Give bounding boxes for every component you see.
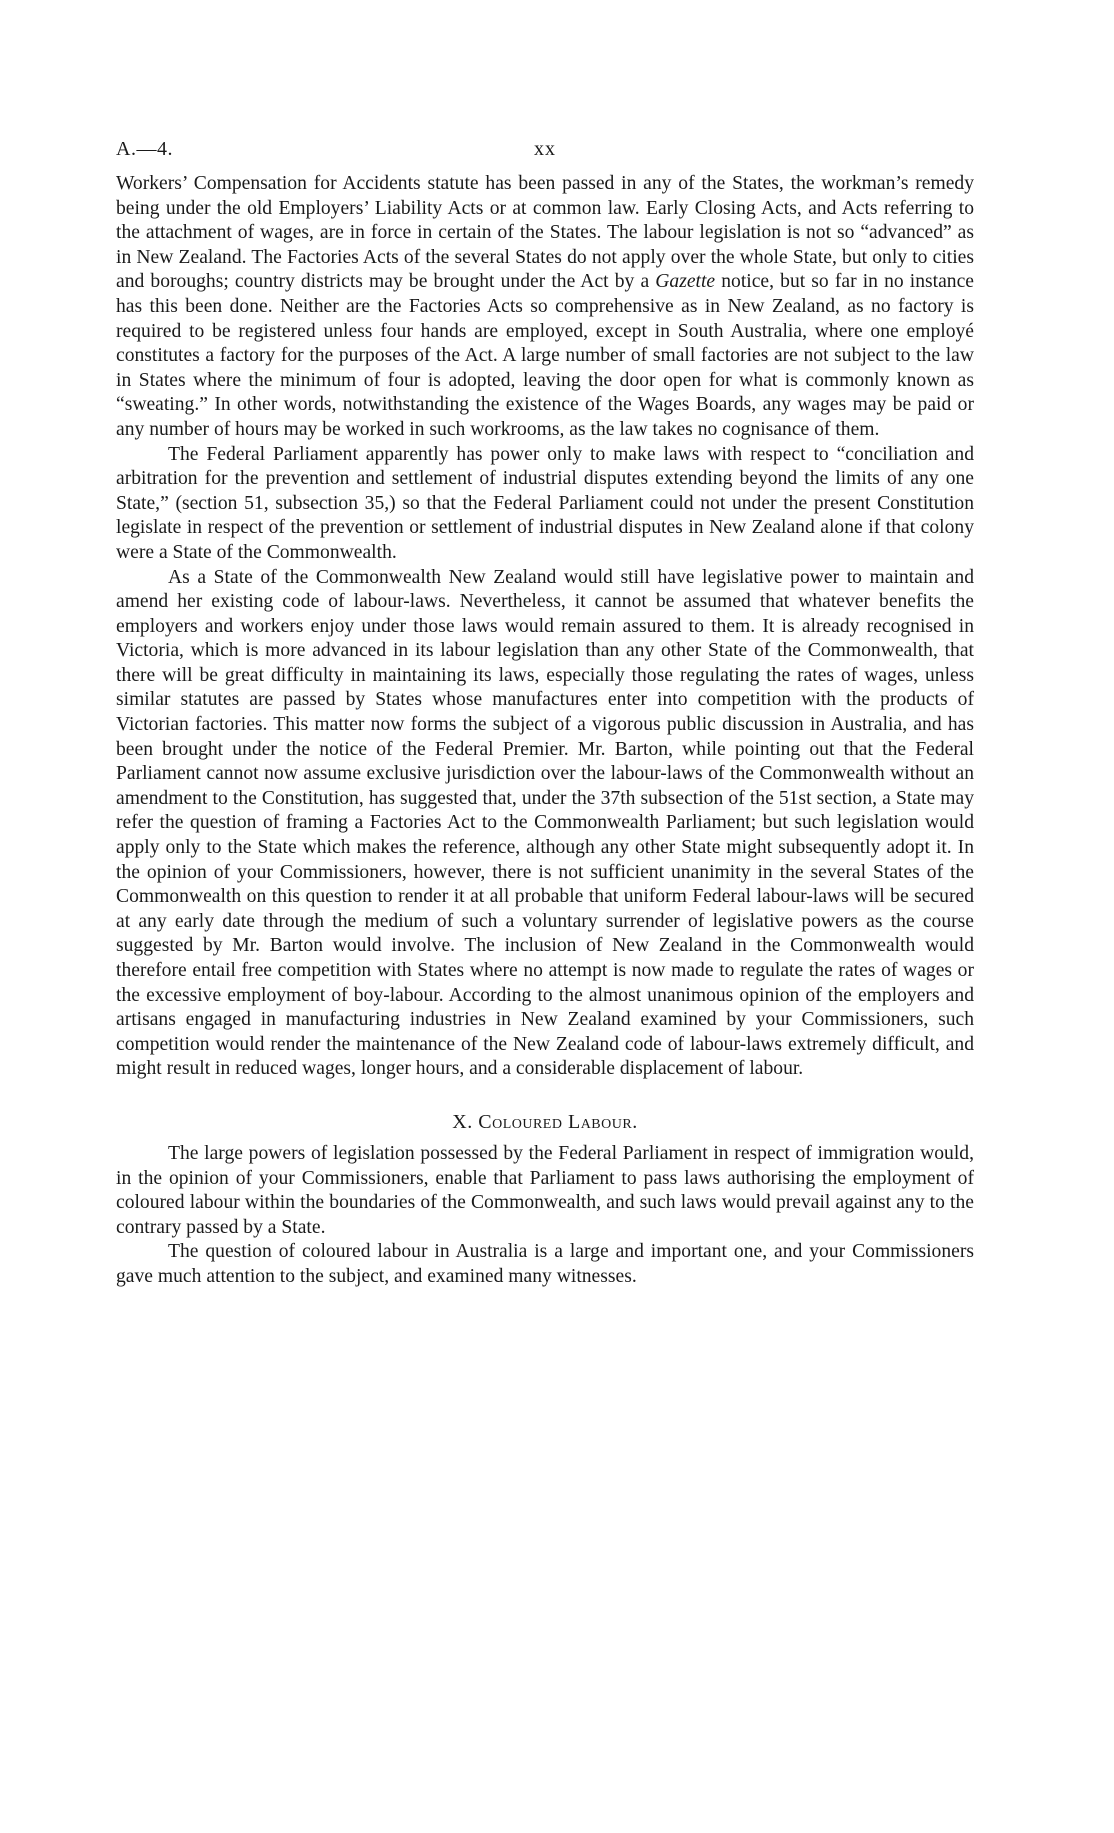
- document-reference: A.—4.: [116, 138, 173, 160]
- paragraph-text: The question of coloured labour in Australia is a large and important one, and your Commissioners gave much attention to the subject, and examined many witnesses.: [116, 1241, 974, 1287]
- paragraph: [116, 1142, 974, 1240]
- paragraph-text: Workers’ Compensation for Accidents statute has been passed in any of the States, the workman’s remedy being under the old Employers’ Liability Acts or at common law. Early Closing Acts, and Acts referring to the attachment of wages, are in force in certain of the States. The labour legislation is not so “advanced” as in New Zealand. The Factories Acts of the several States do not apply over the whole State, but only to cities and boroughs; country districts may be brought under the Act by a: [116, 173, 974, 293]
- paragraph: [116, 172, 974, 443]
- italic-text: Gazette: [655, 271, 716, 293]
- page-number: xx: [534, 138, 556, 160]
- paragraph-text: The large powers of legislation possessed by the Federal Parliament in respect of immigration would, in the opinion of your Commissioners, enable that Parliament to pass laws authorising the employment of coloured labour within the boundaries of the Commonwealth, and such laws would prevail against any to the contrary passed by a State.: [116, 1142, 974, 1238]
- paragraph: [116, 566, 974, 1082]
- paragraph: [116, 1240, 974, 1289]
- page-header: [116, 138, 974, 172]
- document-page: [116, 138, 974, 1290]
- section-heading: [116, 1110, 974, 1134]
- paragraph: [116, 443, 974, 566]
- paragraph-text: The Federal Parliament apparently has power only to make laws with respect to “conciliation and arbitration for the prevention and settlement of industrial disputes extending beyond the limits of any one State,” (section 51, subsection 35,) so that the Federal Parliament could not under the present Constitution legislate in respect of the prevention or settlement of industrial disputes in New Zealand alone if that colony were a State of the Commonwealth.: [116, 443, 974, 563]
- section-paragraphs: [116, 1142, 974, 1290]
- document-body: [116, 172, 974, 1290]
- paragraph-text: notice, but so far in no instance has this been done. Neither are the Factories Acts so comprehensive as in New Zealand, as no factory is required to be registered unless four hands are employed, except in South Australia, where one employé constitutes a factory for the purposes of the Act. A large number of small factories are not subject to the law in States where the minimum of four is adopted, leaving the door open for what is commonly known as “sweating.” In other words, notwithstanding the existence of the Wages Boards, any wages may be paid or any number of hours may be worked in such workrooms, as the law takes no cognisance of them.: [116, 271, 974, 440]
- paragraph-text: As a State of the Commonwealth New Zealand would still have legislative power to maintain and amend her existing code of labour-laws. Nevertheless, it cannot be assumed that whatever benefits the employers and workers enjoy under those laws would remain assured to them. It is already recognised in Victoria, which is more advanced in its labour legislation than any other State of the Commonwealth, that there will be great difficulty in maintaining its laws, especially those regulating the rates of wages, unless similar statutes are passed by States whose manufactures enter into competition with the products of Victorian factories. This matter now forms the subject of a vigorous public discussion in Australia, and has been brought under the notice of the Federal Premier. Mr. Barton, while pointing out that the Federal Parliament cannot now assume exclusive jurisdiction over the labour-laws of the Commonwealth without an amendment to the Constitution, has suggested that, under the 37th subsection of the 51st section, a State may refer the question of framing a Factories Act to the Commonwealth Parliament; but such legislation would apply only to the State which makes the reference, although any other State might subsequently adopt it. In the opinion of your Commissioners, however, there is not sufficient unanimity in the several States of the Commonwealth on this question to render it at all probable that uniform Federal labour-laws will be secured at any early date through the medium of such a voluntary surrender of legislative powers as the course suggested by Mr. Barton would involve. The inclusion of New Zealand in the Commonwealth would therefore entail free competition with States where no attempt is now made to regulate the rates of wages or the excessive employment of boy-labour. According to the almost unanimous opinion of the employers and artisans engaged in manufacturing industries in New Zealand examined by your Commissioners, such competition would render the maintenance of the New Zealand code of labour-laws extremely difficult, and might result in reduced wages, longer hours, and a considerable displacement of labour.: [116, 566, 974, 1080]
- main-paragraphs: [116, 172, 974, 1082]
- section-title: Coloured Labour.: [478, 1110, 638, 1133]
- section-number: X.: [452, 1110, 473, 1133]
